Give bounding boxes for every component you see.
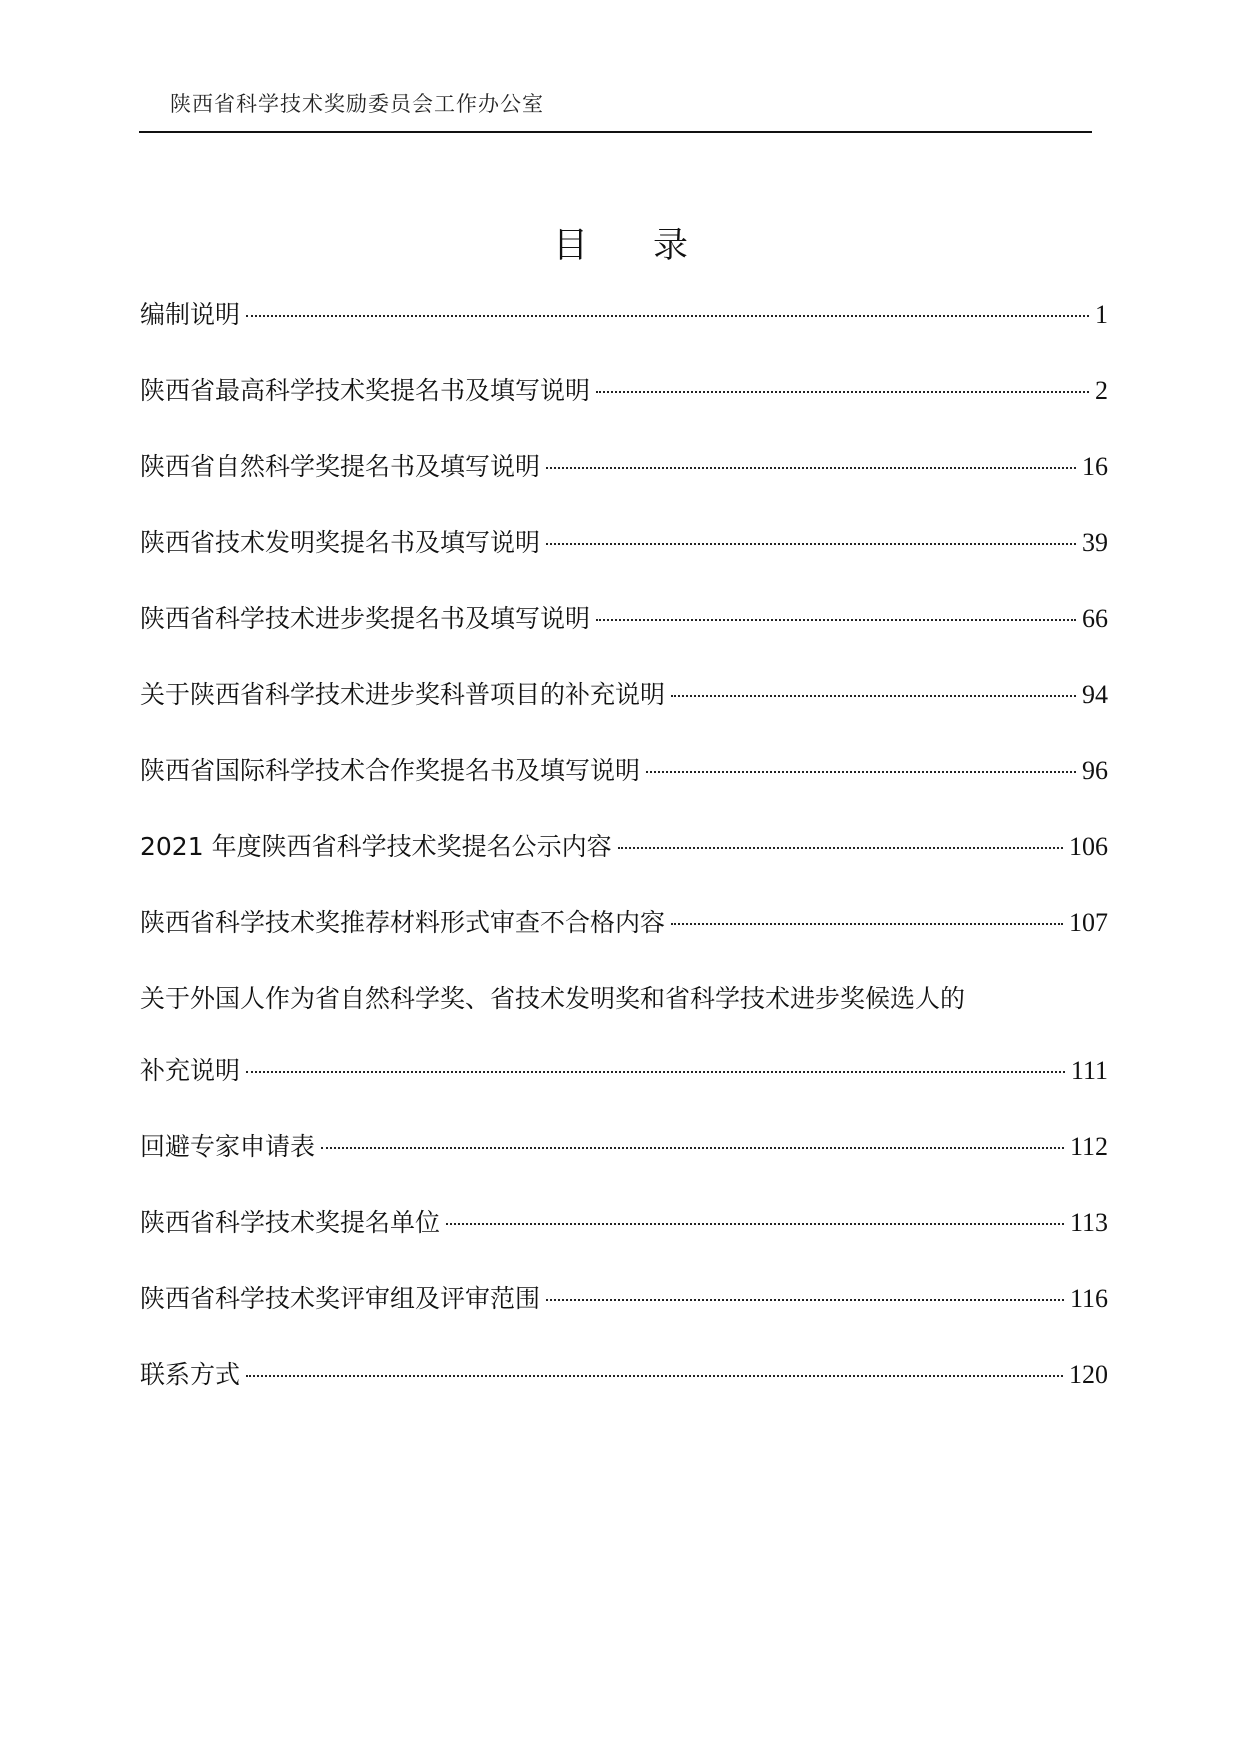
toc-entry-page: 113	[1069, 1208, 1108, 1237]
toc-entry-label: 陕西省科学技术奖推荐材料形式审查不合格内容	[140, 908, 666, 937]
toc-leader-dots	[646, 771, 1076, 773]
toc-entry-label: 陕西省技术发明奖提名书及填写说明	[140, 528, 541, 557]
toc-entry-page: 16	[1082, 452, 1108, 481]
toc-entry-page: 106	[1069, 832, 1108, 861]
toc-entry[interactable]	[140, 1122, 1108, 1198]
toc-entry-page: 120	[1069, 1360, 1108, 1389]
toc-leader-dots	[671, 695, 1076, 697]
table-of-contents	[140, 290, 1108, 1426]
toc-entry-label-line2: 补充说明	[140, 1056, 241, 1085]
toc-entry-label: 陕西省科学技术奖评审组及评审范围	[140, 1284, 541, 1313]
toc-entry-page: 66	[1082, 604, 1108, 633]
toc-leader-dots	[246, 315, 1089, 317]
toc-entry-label: 陕西省科学技术奖提名单位	[140, 1208, 441, 1237]
toc-leader-dots	[546, 467, 1076, 469]
toc-leader-dots	[246, 1071, 1065, 1073]
toc-entry-page: 2	[1095, 376, 1108, 405]
toc-entry[interactable]	[140, 898, 1108, 974]
toc-entry[interactable]	[140, 670, 1108, 746]
toc-entry[interactable]	[140, 366, 1108, 442]
toc-leader-dots	[246, 1375, 1063, 1377]
toc-entry-page: 39	[1082, 528, 1108, 557]
toc-entry[interactable]	[140, 594, 1108, 670]
toc-entry[interactable]	[140, 746, 1108, 822]
toc-entry-label: 陕西省自然科学奖提名书及填写说明	[140, 452, 541, 481]
toc-entry-page: 1	[1095, 300, 1108, 329]
toc-entry-label: 陕西省国际科学技术合作奖提名书及填写说明	[140, 756, 641, 785]
toc-entry-label: 编制说明	[140, 300, 241, 329]
toc-entry[interactable]	[140, 1198, 1108, 1274]
toc-leader-dots	[671, 923, 1063, 925]
toc-entry[interactable]	[140, 1350, 1108, 1426]
page-title: 目录	[552, 226, 753, 266]
toc-leader-dots	[596, 619, 1076, 621]
toc-entry[interactable]	[140, 290, 1108, 366]
toc-entry-label: 回避专家申请表	[140, 1132, 316, 1161]
toc-entry[interactable]	[140, 518, 1108, 594]
toc-entry[interactable]	[140, 974, 1108, 1122]
toc-leader-dots	[546, 1299, 1064, 1301]
toc-entry-page: 116	[1069, 1284, 1108, 1313]
toc-leader-dots	[596, 391, 1089, 393]
toc-entry-label-line1: 关于外国人作为省自然科学奖、省技术发明奖和省科学技术进步奖候选人的	[140, 984, 966, 1013]
toc-leader-dots	[321, 1147, 1064, 1149]
toc-entry-page: 112	[1069, 1132, 1108, 1161]
toc-entry-label: 陕西省科学技术进步奖提名书及填写说明	[140, 604, 591, 633]
toc-entry[interactable]	[140, 822, 1108, 898]
toc-leader-dots	[446, 1223, 1064, 1225]
toc-entry-page: 111	[1070, 1056, 1108, 1085]
toc-entry-label: 2021 年度陕西省科学技术奖提名公示内容	[140, 832, 612, 861]
toc-entry-label: 关于陕西省科学技术进步奖科普项目的补充说明	[140, 680, 666, 709]
toc-entry[interactable]	[140, 1274, 1108, 1350]
toc-entry[interactable]	[140, 442, 1108, 518]
toc-entry-label: 联系方式	[140, 1360, 241, 1389]
toc-entry-page: 94	[1082, 680, 1108, 709]
toc-entry-page: 107	[1069, 908, 1108, 937]
toc-entry-page: 96	[1082, 756, 1108, 785]
page-header-org: 陕西省科学技术奖励委员会工作办公室	[170, 92, 544, 116]
toc-leader-dots	[546, 543, 1076, 545]
header-divider	[139, 131, 1092, 133]
toc-leader-dots	[618, 847, 1063, 849]
toc-entry-label: 陕西省最高科学技术奖提名书及填写说明	[140, 376, 591, 405]
